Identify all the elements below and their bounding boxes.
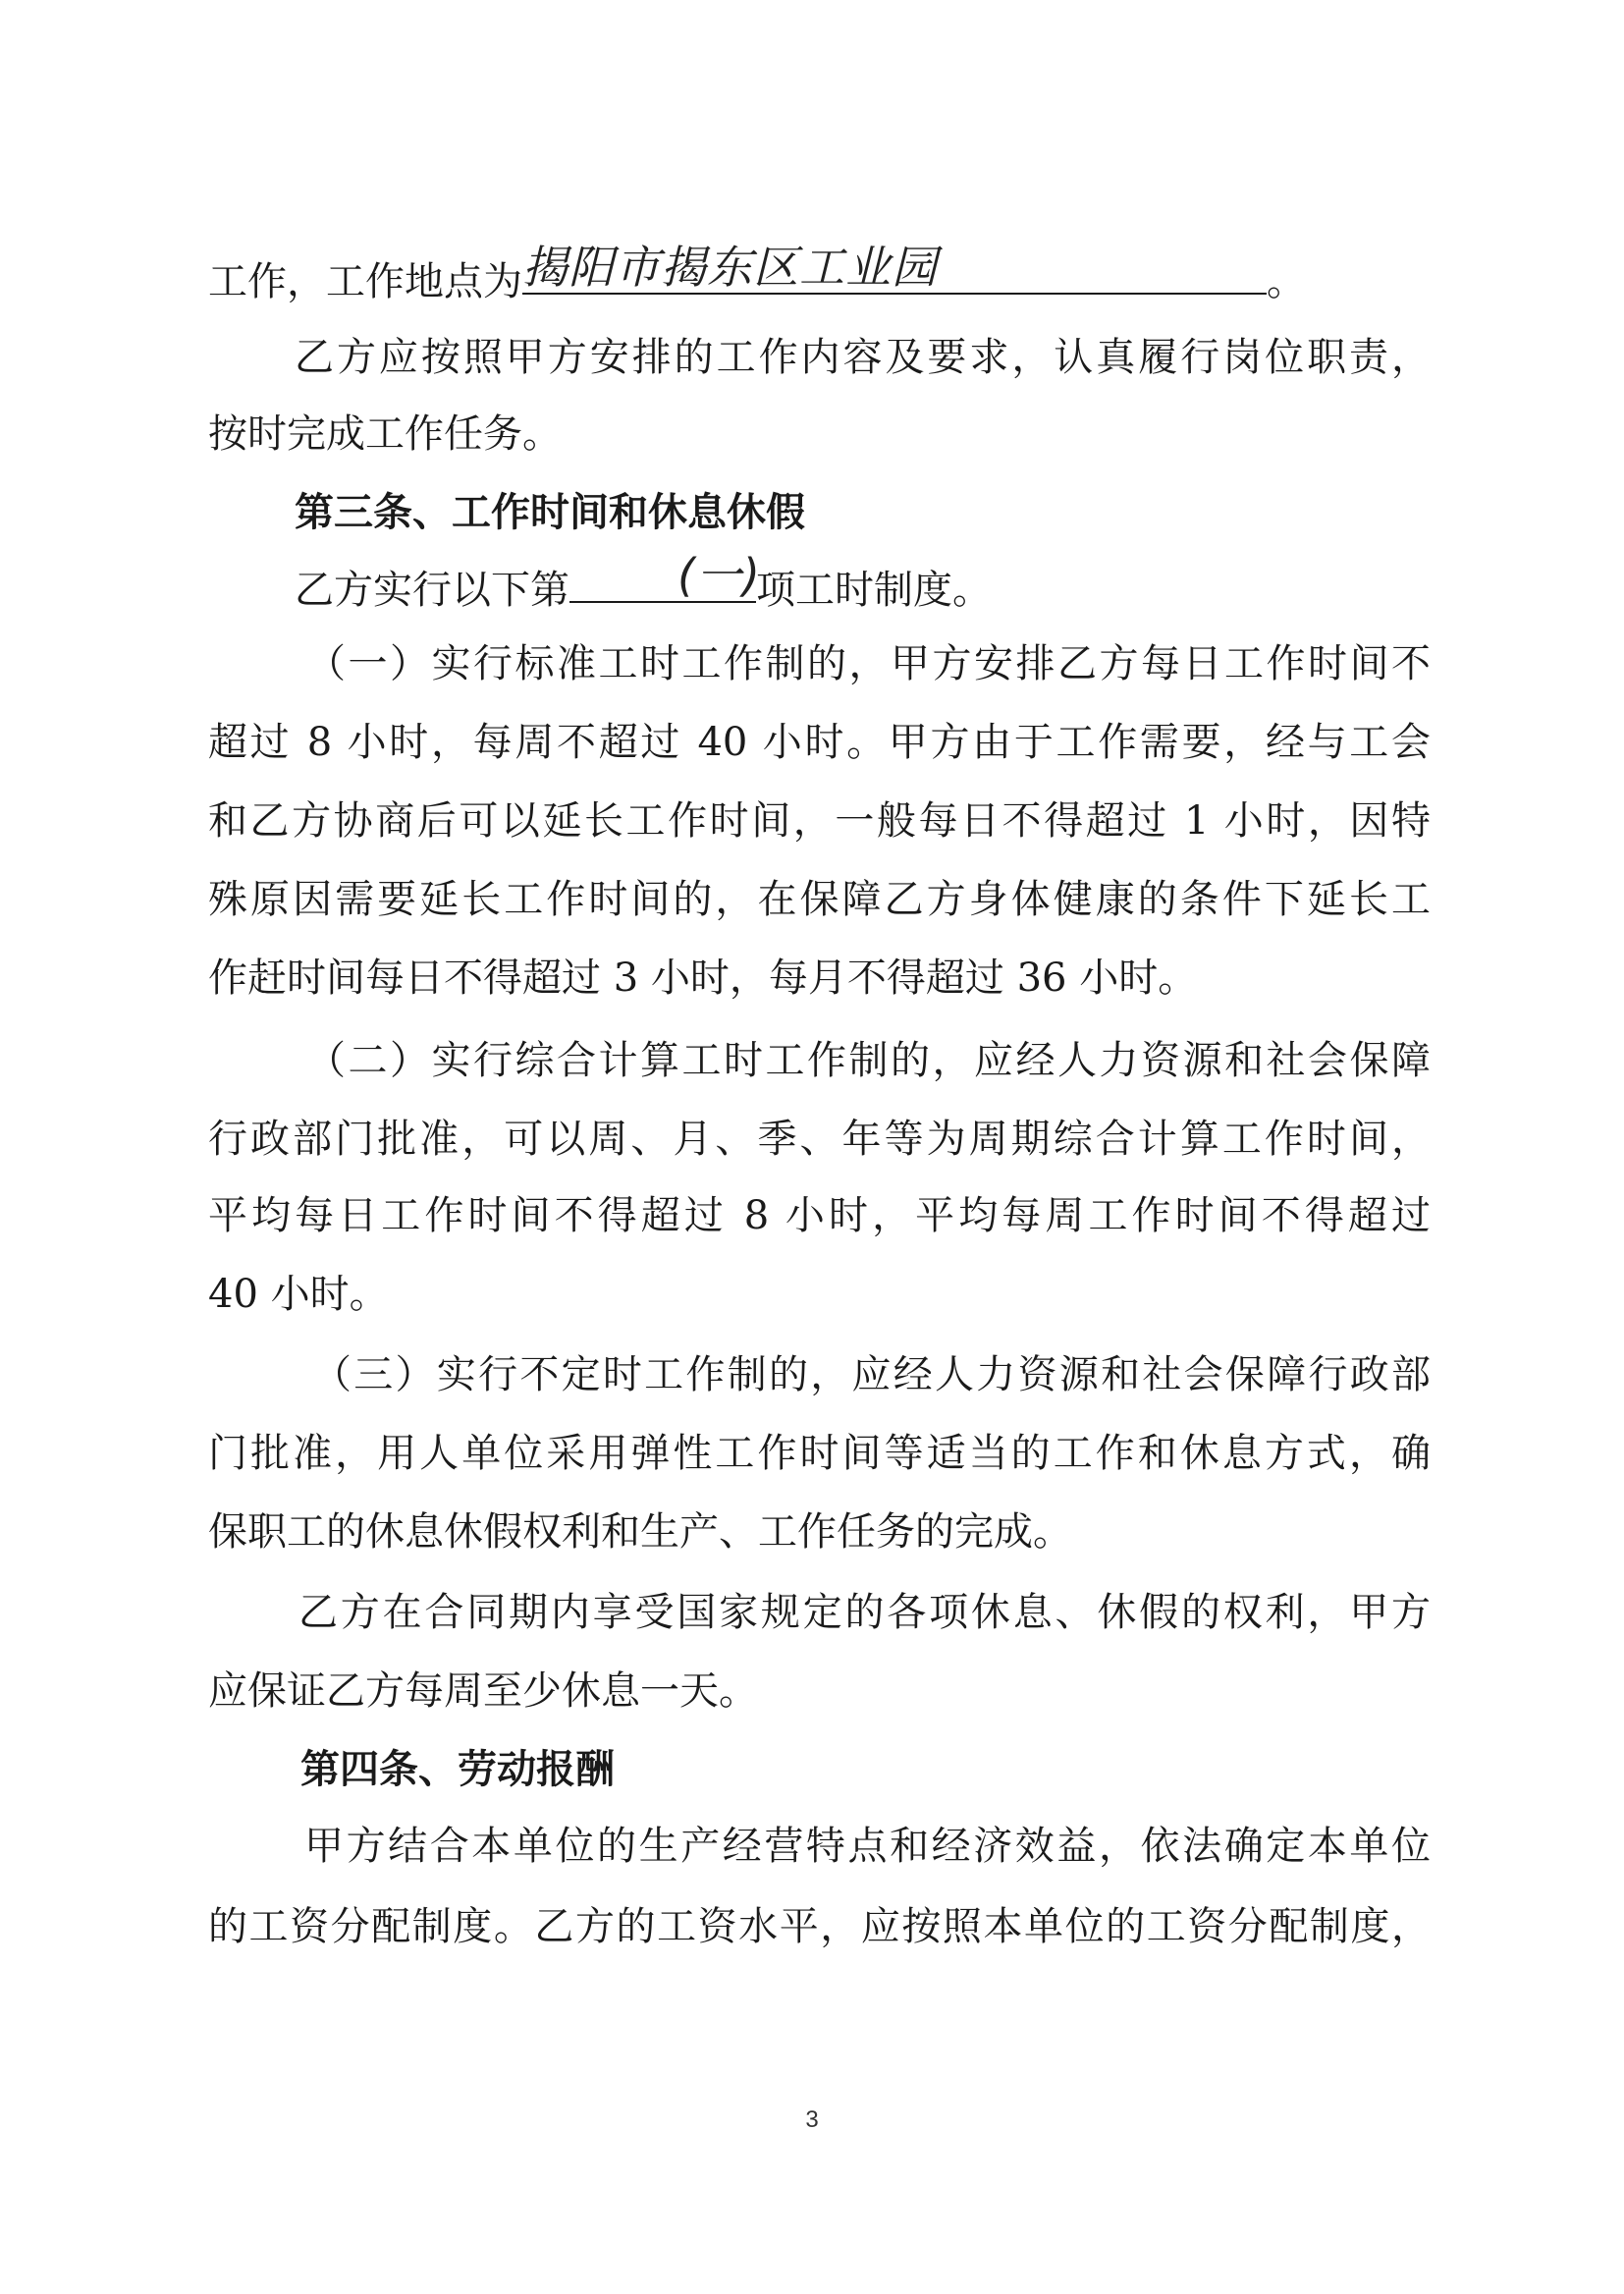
page-number: 3 [805, 2106, 819, 2133]
hours-system-handwritten: (一) [677, 549, 761, 602]
hours-system-suffix: 项工时制度。 [756, 568, 992, 613]
paragraph-line: 门批准，用人单位采用弹性工作时间等适当的工作和休息方式，确 [208, 1431, 1431, 1476]
paragraph-line: （一）实行标准工时工作制的，甲方安排乙方每日工作时间不 [306, 641, 1431, 686]
workplace-line [208, 241, 1431, 305]
article3-heading: 第三条、工作时间和休息休假 [295, 489, 805, 535]
paragraph-line: 作赶时间每日不得超过 3 小时，每月不得超过 36 小时。 [208, 956, 1198, 1001]
paragraph-line: 保职工的休息休假权利和生产、工作任务的完成。 [208, 1509, 1072, 1555]
paragraph-line: （三）实行不定时工作制的，应经人力资源和社会保障行政部 [312, 1352, 1431, 1397]
paragraph-line: 超过 8 小时，每周不超过 40 小时。甲方由于工作需要，经与工会 [208, 720, 1431, 765]
hours-system-label: 乙方实行以下第 [295, 568, 569, 613]
hours-system-blank [569, 549, 761, 603]
paragraph-line: 平均每日工作时间不得超过 8 小时，平均每周工作时间不得超过 [208, 1193, 1431, 1238]
paragraph-line: 应保证乙方每周至少休息一天。 [208, 1668, 758, 1714]
paragraph-line: 40 小时。 [208, 1272, 389, 1317]
paragraph-line: 乙方应按照甲方安排的工作内容及要求，认真履行岗位职责， [295, 335, 1431, 380]
paragraph-line: 的工资分配制度。乙方的工资水平，应按照本单位的工资分配制度， [208, 1904, 1431, 1949]
paragraph-line: 甲方结合本单位的生产经营特点和经济效益，依法确定本单位 [304, 1824, 1431, 1869]
hours-system-line [295, 549, 1517, 614]
paragraph-line: （二）实行综合计算工时工作制的，应经人力资源和社会保障 [306, 1038, 1431, 1083]
paragraph-line: 行政部门批准，可以周、月、季、年等为周期综合计算工作时间， [208, 1117, 1431, 1162]
paragraph-line: 殊原因需要延长工作时间的，在保障乙方身体健康的条件下延长工 [208, 877, 1431, 922]
workplace-label: 工作，工作地点为 [208, 259, 522, 304]
paragraph-line: 按时完成工作任务。 [208, 411, 562, 457]
workplace-handwritten: 揭阳市揭东区工业园 [522, 241, 938, 294]
paragraph-line: 和乙方协商后可以延长工作时间，一般每日不得超过 1 小时，因特 [208, 798, 1431, 844]
article4-heading: 第四条、劳动报酬 [300, 1746, 615, 1792]
workplace-period: 。 [1267, 259, 1306, 304]
paragraph-line: 乙方在合同期内享受国家规定的各项休息、休假的权利，甲方 [298, 1590, 1431, 1635]
workplace-blank [522, 241, 1267, 295]
